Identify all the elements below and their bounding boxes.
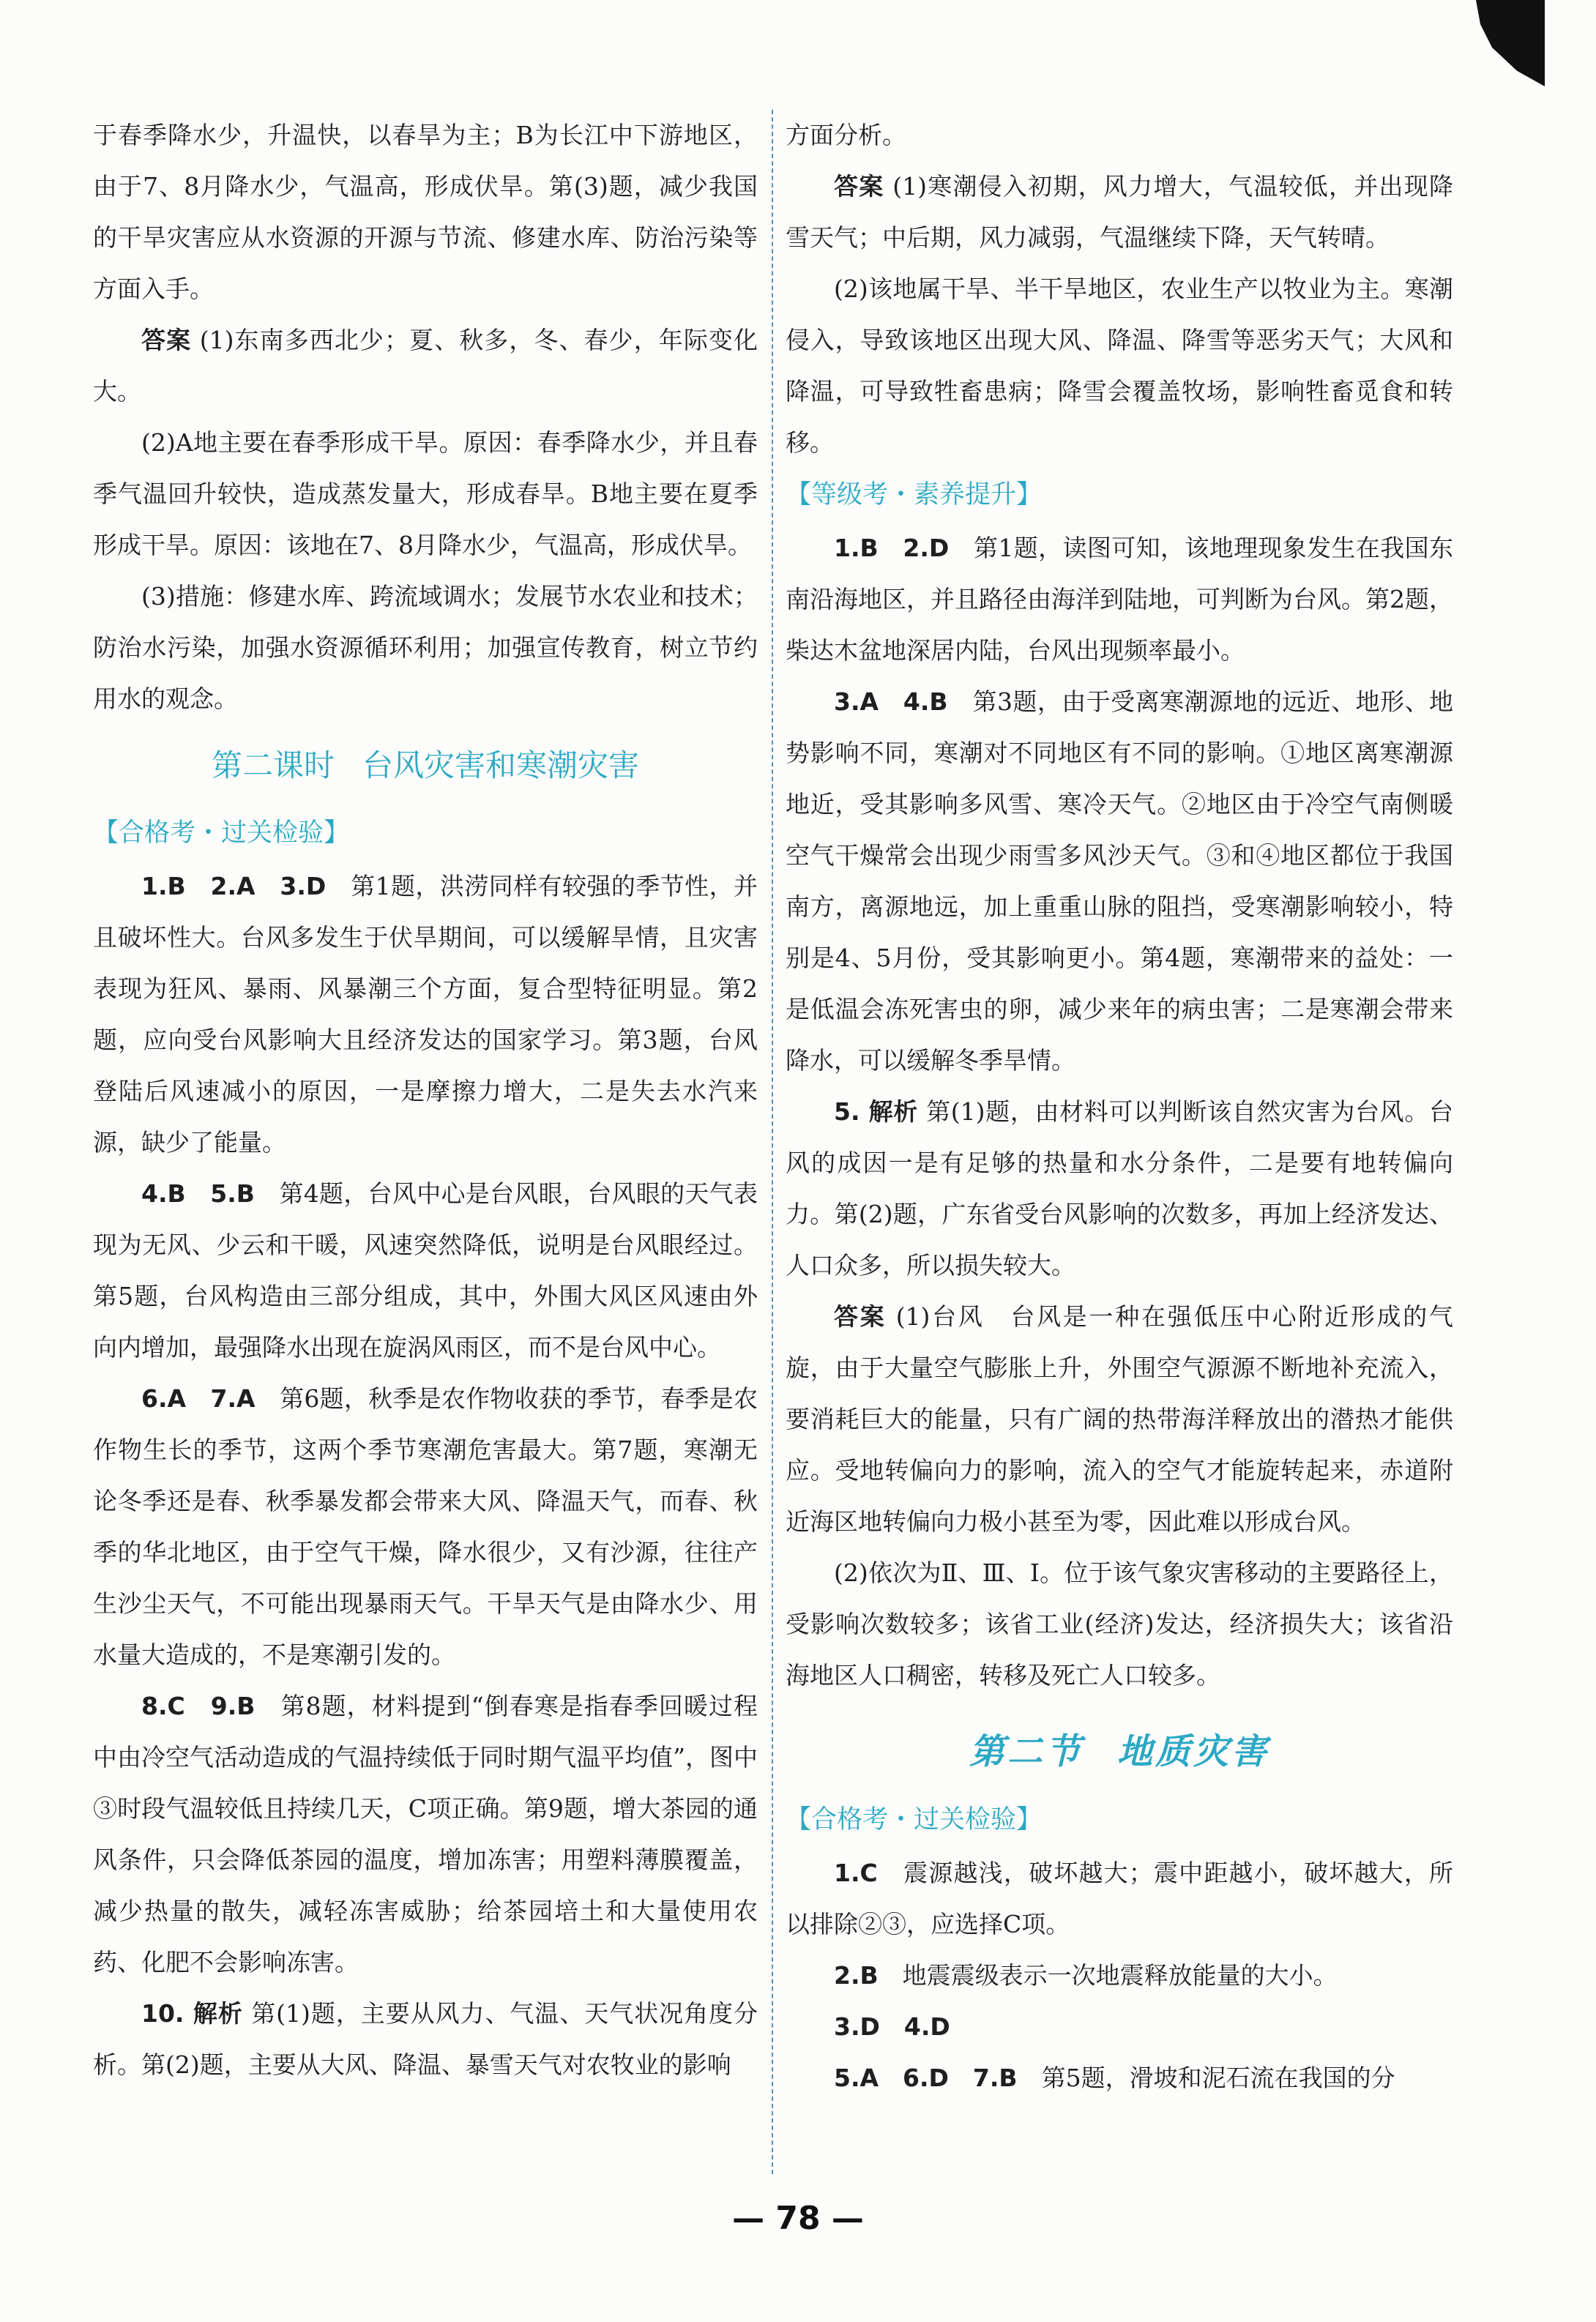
answer-paragraph — [786, 676, 1453, 1086]
analysis-label: 10. 解析 — [141, 1999, 243, 2028]
corner-scan-mark — [1472, 0, 1545, 86]
answer-keys: 3.A 4.B — [834, 687, 948, 716]
answer-text: 第(1)题，主要从风力、气温、天气状况角度分析。第(2)题，主要从大风、降温、暴雪天气对农牧业的影响 — [93, 1999, 758, 2079]
answer-text: (1)台风 台风是一种在强低压中心附近形成的气旋，由于大量空气膨胀上升，外围空气源源不断地补充流入，要消耗巨大的能量，只有广阔的热带海洋释放出的潜热才能供应。受地转偏向力的影响，流入的空气才能旋转起来，赤道附近海区地转偏向力极小甚至为零，因此难以形成台风。 — [786, 1302, 1453, 1536]
answer-text: 第4题，台风中心是台风眼，台风眼的天气表现为无风、少云和干暖，风速突然降低，说明是台风眼经过。第5题，台风构造由三部分组成，其中，外围大风区风速由外向内增加，最强降水出现在旋涡风雨区，而不是台风中心。 — [93, 1179, 758, 1362]
answer-text: 第1题，读图可知，该地理现象发生在我国东南沿海地区，并且路径由海洋到陆地，可判断为台风。第2题，柴达木盆地深居内陆，台风出现频率最小。 — [786, 534, 1454, 665]
answer-keys: 5.A 6.D 7.B — [834, 2064, 1018, 2092]
paragraph: (3)措施：修建水库、跨流域调水；发展节水农业和技术；防治水污染，加强水资源循环利用；加强宣传教育，树立节约用水的观念。 — [93, 582, 758, 713]
answer-paragraph — [93, 861, 758, 1168]
answer-label: 答案 — [834, 1302, 887, 1331]
right-column — [786, 110, 1453, 2104]
paragraph: (2)该地属干旱、半干旱地区，农业生产以牧业为主。寒潮侵入，导致该地区出现大风、降温、降雪等恶劣天气；大风和降温，可导致牲畜患病；降雪会覆盖牧场，影响牲畜觅食和转移。 — [786, 275, 1453, 457]
section-tag: 【等级考・素养提升】 — [786, 480, 1043, 509]
answer-text: 第1题，洪涝同样有较强的季节性，并且破坏性大。台风多发生于伏旱期间，可以缓解旱情，且灾害表现为狂风、暴雨、风暴潮三个方面，复合型特征明显。第2题，应向受台风影响大且经济发达的国家学习。第3题，台风登陆后风速减小的原因，一是摩擦力增大，二是失去水汽来源，缺少了能量。 — [93, 872, 758, 1157]
answer-paragraph — [786, 1291, 1453, 1548]
answer-label: 答案 — [141, 326, 192, 354]
analysis-label: 5. 解析 — [834, 1097, 918, 1126]
answer-keys: 2.B — [834, 1961, 879, 1990]
paragraph: 方面分析。 — [786, 121, 906, 149]
left-column — [93, 110, 758, 2091]
answer-text: 第8题，材料提到“倒春寒是指春季回暖过程中由冷空气活动造成的气温持续低于同时期气温平均值”，图中③时段气温较低且持续几天，C项正确。第9题，增大茶园的通风条件，只会降低茶园的温度，增加冻害；用塑料薄膜覆盖，减少热量的散失，减轻冻害威胁；给茶园培土和大量使用农药、化肥不会影响冻害。 — [93, 1692, 758, 1976]
answer-keys: 1.C — [834, 1859, 878, 1887]
answer-keys: 8.C 9.B — [141, 1692, 256, 1720]
paragraph: (2)依次为Ⅱ、Ⅲ、Ⅰ。位于该气象灾害移动的主要路径上，受影响次数较多；该省工业(经济)发达，经济损失大；该省沿海地区人口稠密，转移及死亡人口较多。 — [786, 1558, 1453, 1690]
answer-label: 答案 — [834, 172, 884, 201]
paragraph: (2)A地主要在春季形成干旱。原因：春季降水少，并且春季气温回升较快，造成蒸发量大，形成春旱。B地主要在夏季形成干旱。原因：该地在7、8月降水少，气温高，形成伏旱。 — [93, 428, 758, 559]
answer-keys: 1.B 2.D — [834, 534, 950, 562]
answer-text: 第3题，由于受离寒潮源地的远近、地形、地势影响不同，寒潮对不同地区有不同的影响。①地区离寒潮源地近，受其影响多风雪、寒冷天气。②地区由于冷空气南侧暖空气干燥常会出现少雨雪多风沙天气。③和④地区都位于我国南方，离源地远，加上重重山脉的阻挡，受寒潮影响较小，特别是4、5月份，受其影响更小。第4题，寒潮带来的益处：一是低温会冻死害虫的卵，减少来年的病虫害；二是寒潮会带来降水，可以缓解冬季旱情。 — [786, 687, 1454, 1075]
answer-paragraph — [93, 315, 758, 417]
answer-text: 地震震级表示一次地震释放能量的大小。 — [902, 1961, 1338, 1990]
section-title-number: 第二节 — [969, 1731, 1084, 1772]
answer-paragraph — [786, 1848, 1453, 1950]
answer-paragraph — [786, 2053, 1453, 2104]
section-tag: 【合格考・过关检验】 — [786, 1805, 1043, 1834]
answer-paragraph — [786, 2001, 1453, 2053]
answer-keys: 3.D 4.D — [834, 2012, 950, 2041]
answer-text: 第(1)题，由材料可以判断该自然灾害为台风。台风的成因一是有足够的热量和水分条件，二是要有地转偏向力。第(2)题，广东省受台风影响的次数多，再加上经济发达、人口众多，所以损失较大。 — [786, 1097, 1453, 1280]
answer-paragraph — [93, 1168, 758, 1373]
lesson-title-number: 第二课时 — [211, 747, 335, 783]
answer-paragraph — [786, 1086, 1453, 1291]
answer-paragraph — [93, 1373, 758, 1681]
column-divider — [772, 110, 775, 2174]
page-number: — 78 — — [732, 2200, 864, 2237]
lesson-title-text: 台风灾害和寒潮灾害 — [362, 747, 640, 783]
answer-paragraph — [93, 1681, 758, 1988]
answer-keys: 4.B 5.B — [141, 1179, 255, 1208]
answer-text: (1)东南多西北少；夏、秋多，冬、春少，年际变化大。 — [93, 326, 758, 406]
paragraph: 于春季降水少，升温快，以春旱为主；B为长江中下游地区，由于7、8月降水少，气温高，形成伏旱。第(3)题，减少我国的干旱灾害应从水资源的开源与节流、修建水库、防治污染等方面入手。 — [93, 121, 758, 303]
section-tag: 【合格考・过关检验】 — [93, 818, 350, 848]
answer-text: 第5题，滑坡和泥石流在我国的分 — [1041, 2064, 1395, 2092]
section-title-text: 地质灾害 — [1117, 1731, 1270, 1772]
answer-paragraph — [786, 1950, 1453, 2001]
answer-keys: 1.B 2.A 3.D — [141, 872, 327, 900]
answer-paragraph — [786, 161, 1453, 264]
answer-text: 震源越浅，破坏越大；震中距越小，破坏越大，所以排除②③，应选择C项。 — [786, 1859, 1454, 1938]
answer-paragraph — [786, 523, 1453, 676]
answer-text: 第6题，秋季是农作物收获的季节，春季是农作物生长的季节，这两个季节寒潮危害最大。第7题，寒潮无论冬季还是春、秋季暴发都会带来大风、降温天气，而春、秋季的华北地区，由于空气干燥，降水很少，又有沙源，往往产生沙尘天气，不可能出现暴雨天气。干旱天气是由降水少、用水量大造成的，不是寒潮引发的。 — [93, 1384, 758, 1669]
section-title — [786, 1726, 1453, 1777]
lesson-title — [93, 744, 758, 788]
answer-keys: 6.A 7.A — [141, 1384, 256, 1413]
answer-paragraph — [93, 1988, 758, 2091]
answer-text: (1)寒潮侵入初期，风力增大，气温较低，并出现降雪天气；中后期，风力减弱，气温继续下降，天气转晴。 — [786, 172, 1453, 252]
